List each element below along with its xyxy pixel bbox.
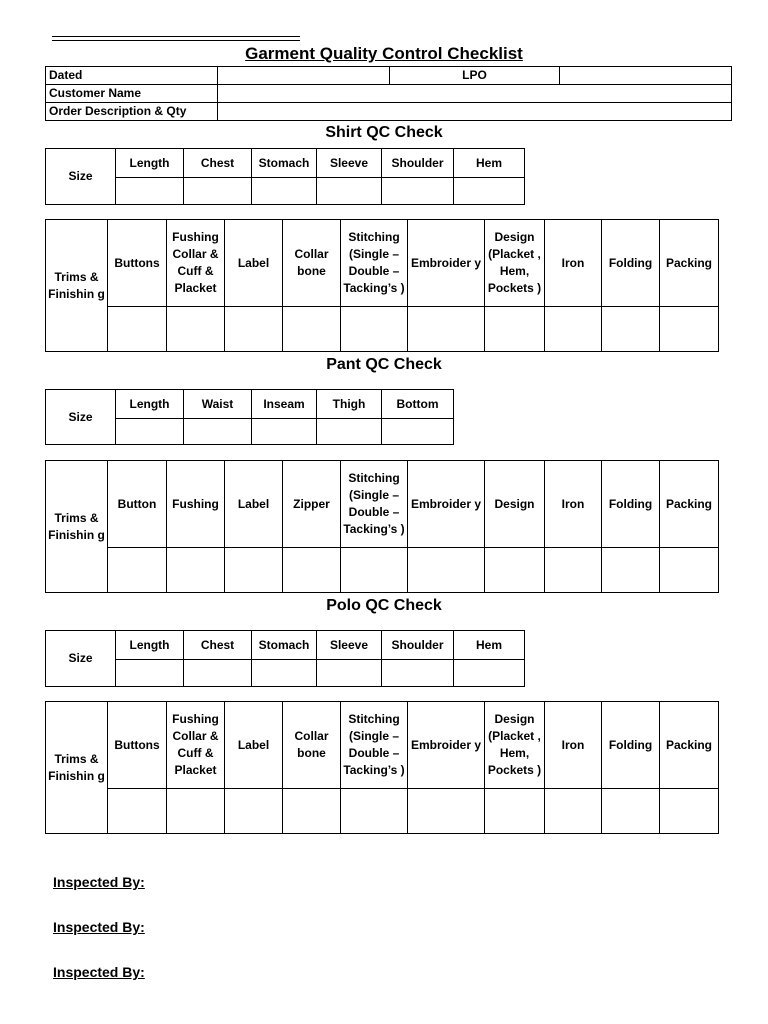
order-label: Order Description & Qty <box>46 103 218 121</box>
pant-trims-cell[interactable] <box>341 548 408 593</box>
pant-trims-col: Button <box>108 461 167 548</box>
polo-trims-cell[interactable] <box>485 789 545 834</box>
pant-size-table <box>45 389 454 445</box>
polo-size-col: Shoulder <box>382 631 454 660</box>
polo-size-col: Sleeve <box>317 631 382 660</box>
lpo-value[interactable] <box>560 67 732 85</box>
dated-value[interactable] <box>218 67 390 85</box>
pant-size-cell[interactable] <box>252 419 317 445</box>
polo-size-cell[interactable] <box>382 660 454 687</box>
order-value[interactable] <box>218 103 732 121</box>
polo-trims-cell[interactable] <box>545 789 602 834</box>
shirt-size-cell[interactable] <box>116 178 184 205</box>
shirt-trims-cell[interactable] <box>660 307 719 352</box>
pant-trims-cell[interactable] <box>108 548 167 593</box>
polo-trims-table <box>45 701 719 834</box>
pant-trims-col: Embroider y <box>408 461 485 548</box>
pant-trims-col: Packing <box>660 461 719 548</box>
shirt-size-col: Chest <box>184 149 252 178</box>
pant-trims-cell[interactable] <box>283 548 341 593</box>
shirt-trims-label: Trims & Finishin g <box>46 220 108 352</box>
pant-trims-col: Iron <box>545 461 602 548</box>
pant-trims-cell[interactable] <box>485 548 545 593</box>
polo-size-cell[interactable] <box>116 660 184 687</box>
polo-heading: Polo QC Check <box>326 597 442 614</box>
pant-trims-col: Label <box>225 461 283 548</box>
shirt-size-col: Hem <box>454 149 525 178</box>
shirt-trims-col: Collar bone <box>283 220 341 307</box>
shirt-trims-cell[interactable] <box>108 307 167 352</box>
shirt-heading: Shirt QC Check <box>325 124 443 141</box>
polo-trims-col: Iron <box>545 702 602 789</box>
shirt-trims-col: Packing <box>660 220 719 307</box>
shirt-size-cell[interactable] <box>317 178 382 205</box>
shirt-trims-cell[interactable] <box>341 307 408 352</box>
shirt-trims-col: Stitching (Single – Double – Tacking’s ) <box>341 220 408 307</box>
polo-trims-col: Embroider y <box>408 702 485 789</box>
shirt-trims-col: Design (Placket , Hem, Pockets ) <box>485 220 545 307</box>
shirt-trims-col: Iron <box>545 220 602 307</box>
shirt-trims-cell[interactable] <box>225 307 283 352</box>
shirt-trims-col: Embroider y <box>408 220 485 307</box>
polo-trims-cell[interactable] <box>660 789 719 834</box>
polo-size-cell[interactable] <box>454 660 525 687</box>
shirt-trims-col: Folding <box>602 220 660 307</box>
polo-size-cell[interactable] <box>252 660 317 687</box>
pant-size-cell[interactable] <box>116 419 184 445</box>
shirt-trims-cell[interactable] <box>283 307 341 352</box>
polo-trims-col: Stitching (Single – Double – Tacking’s ) <box>341 702 408 789</box>
shirt-trims-cell[interactable] <box>485 307 545 352</box>
shirt-size-label: Size <box>46 149 116 205</box>
shirt-size-table <box>45 148 525 205</box>
pant-trims-table <box>45 460 719 593</box>
shirt-trims-cell[interactable] <box>167 307 225 352</box>
top-rule-2 <box>52 40 300 41</box>
polo-trims-col: Folding <box>602 702 660 789</box>
shirt-trims-cell[interactable] <box>408 307 485 352</box>
pant-trims-cell[interactable] <box>545 548 602 593</box>
polo-trims-col: Buttons <box>108 702 167 789</box>
pant-trims-col: Folding <box>602 461 660 548</box>
polo-size-col: Chest <box>184 631 252 660</box>
polo-trims-col: Collar bone <box>283 702 341 789</box>
shirt-trims-col: Label <box>225 220 283 307</box>
polo-trims-cell[interactable] <box>341 789 408 834</box>
pant-trims-cell[interactable] <box>408 548 485 593</box>
shirt-trims-cell[interactable] <box>545 307 602 352</box>
polo-trims-cell[interactable] <box>408 789 485 834</box>
inspected-by-label: Inspected By: <box>53 964 145 980</box>
polo-trims-cell[interactable] <box>108 789 167 834</box>
shirt-size-col: Sleeve <box>317 149 382 178</box>
pant-trims-col: Design <box>485 461 545 548</box>
pant-trims-cell[interactable] <box>167 548 225 593</box>
shirt-trims-table <box>45 219 719 352</box>
dated-label: Dated <box>46 67 218 85</box>
polo-size-col: Hem <box>454 631 525 660</box>
polo-trims-cell[interactable] <box>602 789 660 834</box>
page-title: Garment Quality Control Checklist <box>245 44 523 63</box>
pant-trims-col: Stitching (Single – Double – Tacking’s ) <box>341 461 408 548</box>
pant-trims-cell[interactable] <box>660 548 719 593</box>
pant-size-col: Inseam <box>252 390 317 419</box>
lpo-label: LPO <box>390 67 560 85</box>
shirt-size-cell[interactable] <box>252 178 317 205</box>
shirt-size-cell[interactable] <box>382 178 454 205</box>
inspected-by-label: Inspected By: <box>53 874 145 890</box>
customer-label: Customer Name <box>46 85 218 103</box>
pant-trims-label: Trims & Finishin g <box>46 461 108 593</box>
pant-trims-col: Fushing <box>167 461 225 548</box>
pant-size-col: Waist <box>184 390 252 419</box>
pant-trims-cell[interactable] <box>602 548 660 593</box>
polo-size-cell[interactable] <box>184 660 252 687</box>
polo-size-col: Stomach <box>252 631 317 660</box>
shirt-size-cell[interactable] <box>454 178 525 205</box>
shirt-size-col: Length <box>116 149 184 178</box>
pant-size-col: Bottom <box>382 390 454 419</box>
polo-size-cell[interactable] <box>317 660 382 687</box>
polo-trims-cell[interactable] <box>225 789 283 834</box>
shirt-trims-cell[interactable] <box>602 307 660 352</box>
pant-trims-cell[interactable] <box>225 548 283 593</box>
pant-size-cell[interactable] <box>382 419 454 445</box>
customer-value[interactable] <box>218 85 732 103</box>
pant-size-cell[interactable] <box>184 419 252 445</box>
pant-size-label: Size <box>46 390 116 445</box>
polo-trims-col: Packing <box>660 702 719 789</box>
polo-trims-col: Fushing Collar & Cuff & Placket <box>167 702 225 789</box>
shirt-size-col: Shoulder <box>382 149 454 178</box>
polo-trims-cell[interactable] <box>167 789 225 834</box>
shirt-size-col: Stomach <box>252 149 317 178</box>
polo-size-table <box>45 630 525 687</box>
shirt-size-cell[interactable] <box>184 178 252 205</box>
polo-trims-col: Label <box>225 702 283 789</box>
top-rule-1 <box>52 36 300 37</box>
pant-heading: Pant QC Check <box>326 356 442 373</box>
order-info-table <box>45 66 732 121</box>
polo-size-label: Size <box>46 631 116 687</box>
pant-size-col: Length <box>116 390 184 419</box>
pant-trims-col: Zipper <box>283 461 341 548</box>
polo-trims-label: Trims & Finishin g <box>46 702 108 834</box>
pant-size-cell[interactable] <box>317 419 382 445</box>
polo-trims-col: Design (Placket , Hem, Pockets ) <box>485 702 545 789</box>
inspected-by-label: Inspected By: <box>53 919 145 935</box>
shirt-trims-col: Buttons <box>108 220 167 307</box>
shirt-trims-col: Fushing Collar & Cuff & Placket <box>167 220 225 307</box>
polo-trims-cell[interactable] <box>283 789 341 834</box>
polo-size-col: Length <box>116 631 184 660</box>
pant-size-col: Thigh <box>317 390 382 419</box>
